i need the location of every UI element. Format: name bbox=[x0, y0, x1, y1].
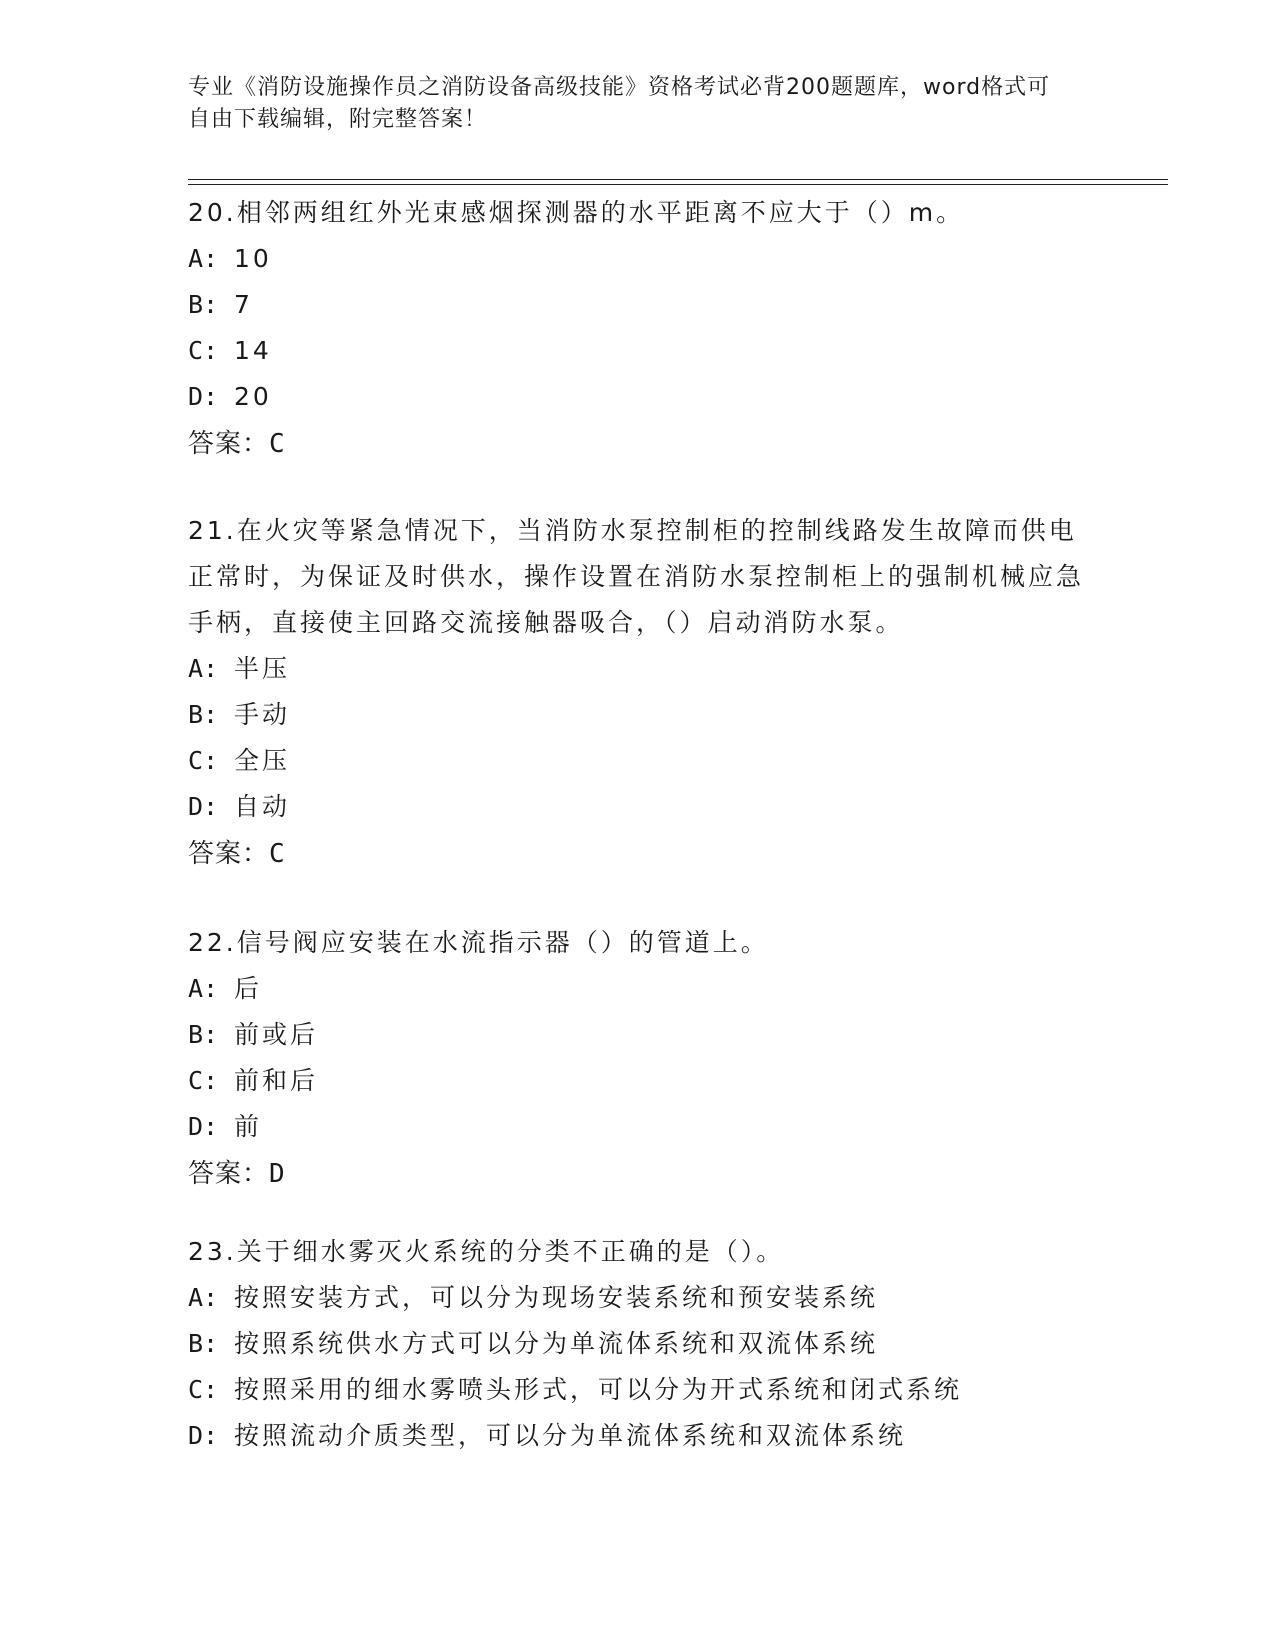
question-stem: 20.相邻两组红外光束感烟探测器的水平距离不应大于（）m。 bbox=[188, 198, 965, 227]
option-c bbox=[188, 1058, 1088, 1104]
option-letter: A: bbox=[188, 244, 219, 273]
option-b bbox=[188, 282, 1088, 328]
option-letter: A: bbox=[188, 1283, 219, 1312]
option-letter: C: bbox=[188, 336, 219, 365]
option-d bbox=[188, 374, 1088, 420]
option-text: 14 bbox=[234, 336, 272, 365]
option-a bbox=[188, 646, 1088, 692]
option-letter: B: bbox=[188, 700, 219, 729]
answer-line bbox=[188, 830, 1088, 878]
option-b bbox=[188, 692, 1088, 738]
answer-key: C bbox=[269, 429, 286, 459]
option-text: 手动 bbox=[234, 700, 291, 729]
option-a bbox=[188, 1275, 1088, 1321]
option-a bbox=[188, 966, 1088, 1012]
document-intro: 专业《消防设施操作员之消防设备高级技能》资格考试必背200题题库，word格式可自由下载编辑，附完整答案！ bbox=[188, 75, 1051, 132]
option-d bbox=[188, 784, 1088, 830]
question-23 bbox=[188, 1229, 1088, 1459]
answer-label: 答案： bbox=[188, 429, 270, 459]
answer-line bbox=[188, 420, 1088, 468]
option-text: 后 bbox=[234, 974, 263, 1003]
option-text: 前或后 bbox=[234, 1020, 319, 1049]
option-b bbox=[188, 1012, 1088, 1058]
option-b bbox=[188, 1321, 1088, 1367]
answer-label: 答案： bbox=[188, 839, 270, 869]
question-20 bbox=[188, 190, 1088, 468]
option-letter: D: bbox=[188, 1112, 219, 1141]
option-letter: D: bbox=[188, 1421, 219, 1450]
option-letter: C: bbox=[188, 1375, 219, 1404]
option-text: 半压 bbox=[234, 654, 291, 683]
option-letter: B: bbox=[188, 290, 219, 319]
option-letter: C: bbox=[188, 746, 219, 775]
header-divider-bottom bbox=[188, 184, 1168, 185]
header-divider-top bbox=[188, 179, 1168, 180]
answer-label: 答案： bbox=[188, 1159, 270, 1189]
option-d bbox=[188, 1104, 1088, 1150]
option-text: 自动 bbox=[234, 792, 291, 821]
option-text: 20 bbox=[234, 382, 272, 411]
option-text: 按照流动介质类型，可以分为单流体系统和双流体系统 bbox=[234, 1421, 907, 1450]
question-stem: 21.在火灾等紧急情况下，当消防水泵控制柜的控制线路发生故障而供电正常时，为保证及时供水，操作设置在消防水泵控制柜上的强制机械应急手柄，直接使主回路交流接触器吸合，（）启动消防水泵。 bbox=[188, 516, 1085, 637]
option-text: 10 bbox=[234, 244, 272, 273]
option-text: 全压 bbox=[234, 746, 291, 775]
option-d bbox=[188, 1413, 1088, 1459]
answer-key: C bbox=[269, 839, 286, 869]
option-letter: B: bbox=[188, 1020, 219, 1049]
answer-line bbox=[188, 1150, 1088, 1198]
option-text: 按照系统供水方式可以分为单流体系统和双流体系统 bbox=[234, 1329, 879, 1358]
option-c bbox=[188, 1367, 1088, 1413]
option-letter: C: bbox=[188, 1066, 219, 1095]
question-stem: 23.关于细水雾灭火系统的分类不正确的是（）。 bbox=[188, 1237, 785, 1266]
option-text: 前 bbox=[234, 1112, 263, 1141]
option-text: 按照采用的细水雾喷头形式，可以分为开式系统和闭式系统 bbox=[234, 1375, 963, 1404]
question-21 bbox=[188, 508, 1088, 878]
option-letter: D: bbox=[188, 792, 219, 821]
question-stem: 22.信号阀应安装在水流指示器（）的管道上。 bbox=[188, 928, 769, 957]
option-letter: B: bbox=[188, 1329, 219, 1358]
option-letter: A: bbox=[188, 654, 219, 683]
option-letter: A: bbox=[188, 974, 219, 1003]
option-letter: D: bbox=[188, 382, 219, 411]
option-text: 前和后 bbox=[234, 1066, 319, 1095]
option-a bbox=[188, 236, 1088, 282]
answer-key: D bbox=[269, 1159, 286, 1189]
question-22 bbox=[188, 920, 1088, 1198]
option-c bbox=[188, 328, 1088, 374]
option-text: 7 bbox=[234, 290, 253, 319]
option-c bbox=[188, 738, 1088, 784]
option-text: 按照安装方式，可以分为现场安装系统和预安装系统 bbox=[234, 1283, 879, 1312]
